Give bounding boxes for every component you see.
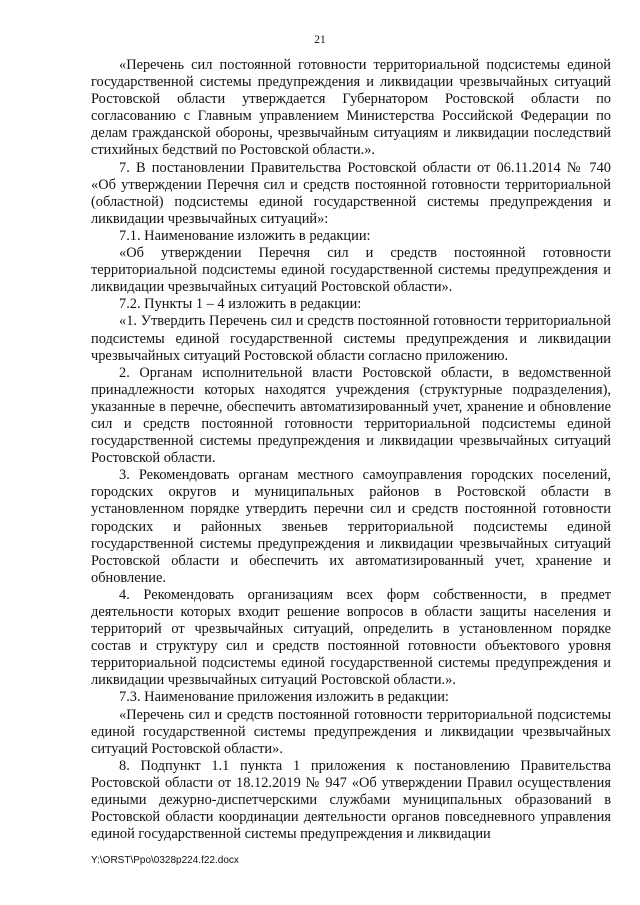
footer-file-path: Y:\ORST\Ppo\0328p224.f22.docx (91, 855, 239, 866)
paragraph-item-7-3: 7.3. Наименование приложения изложить в редакции: (119, 689, 449, 706)
page-number: 21 (314, 34, 326, 46)
paragraph-punkt-1: «1. Утвердить Перечень сил и средств постоянной готовности территориальной подсистемы единой государственной системы предупреждения и ликвидации чрезвычайных ситуаций Ростовской области согласно приложению. (91, 313, 611, 364)
paragraph-naimenovanie: «Об утверждении Перечня сил и средств постоянной готовности территориальной подсистемы единой государственной системы предупреждения и ликвидации чрезвычайных ситуаций Ростовской области». (91, 245, 611, 296)
paragraph-perechen-utverzhdaetsya: «Перечень сил постоянной готовности территориальной подсистемы единой государственной системы предупреждения и ликвидации чрезвычайных ситуаций Ростовской области утверждается Губернатором Ростовской области по согласованию с Главным управлением Министерства Российской Федерации по делам гражданской обороны, чрезвычайным ситуациям и ликвидации последствий стихийных бедствий по Ростовской области.». (91, 57, 611, 159)
paragraph-item-7-1: 7.1. Наименование изложить в редакции: (119, 227, 371, 244)
paragraph-item-7: 7. В постановлении Правительства Ростовской области от 06.11.2014 № 740 «Об утверждении Перечня сил и средств постоянной готовности территориальной (областной) подсистемы единой государственной системы предупреждения и ликвидации чрезвычайных ситуаций»: (91, 159, 611, 227)
paragraph-punkt-3: 3. Рекомендовать органам местного самоуправления городских поселений, городских округов и муниципальных районов в Ростовской области в установленном порядке утвердить перечни сил и средств постоянной готовности городских и районных звеньев территориальной подсистемы единой государственной системы предупреждения и ликвидации чрезвычайных ситуаций Ростовской области и обеспечить их автоматизированный учет, хранение и обновление. (91, 467, 611, 586)
document-body (91, 57, 611, 843)
paragraph-item-7-2: 7.2. Пункты 1 – 4 изложить в редакции: (119, 296, 362, 313)
paragraph-punkt-4: 4. Рекомендовать организациям всех форм собственности, в предмет деятельности которых входит решение вопросов в области защиты населения и территорий от чрезвычайных ситуаций, определить в установленном порядке состав и структуру сил и средств постоянной готовности объектового уровня территориальной подсистемы единой государственной системы предупреждения и ликвидации чрезвычайных ситуаций Ростовской области.». (91, 586, 611, 689)
paragraph-punkt-2: 2. Органам исполнительной власти Ростовской области, в ведомственной принадлежности которых находятся учреждения (структурные подразделения), указанные в перечне, обеспечить автоматизированный учет, хранение и обновление сил и средств постоянной готовности территориальной подсистемы единой государственной системы предупреждения и ликвидации чрезвычайных ситуаций Ростовской области. (91, 364, 611, 467)
paragraph-naimenovanie-prilozheniya: «Перечень сил и средств постоянной готовности территориальной подсистемы единой государственной системы предупреждения и ликвидации чрезвычайных ситуаций Ростовской области». (91, 706, 611, 757)
paragraph-item-8: 8. Подпункт 1.1 пункта 1 приложения к постановлению Правительства Ростовской области от 18.12.2019 № 947 «Об утверждении Правил осуществления едиными дежурно-диспетчерскими службами муниципальных образований в Ростовской области координации деятельности органов повседневного управления единой государственной системы предупреждения и ликвидации (91, 757, 611, 843)
